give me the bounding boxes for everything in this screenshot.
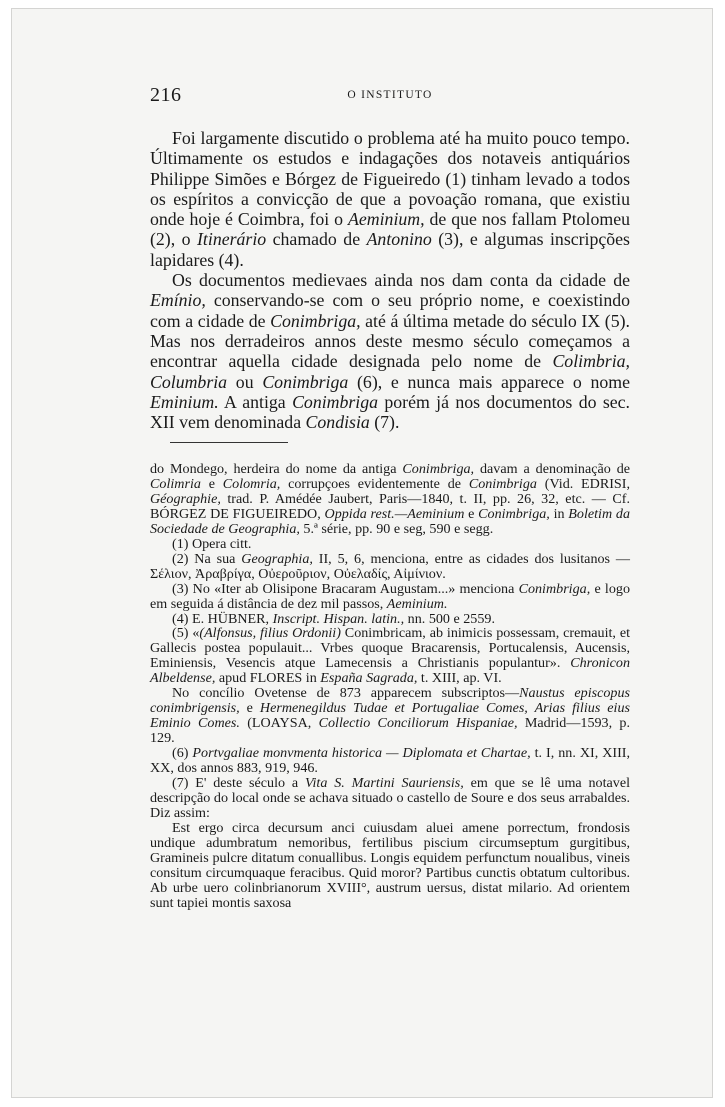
footnote-6: (6) Portvgaliae monvmenta historica — Diplomata et Chartae, t. I, nn. XI, XIII, XX, dos annos 883, 919, 946. — [150, 745, 630, 777]
footnote-divider — [170, 442, 288, 443]
footnote-5: (5) «(Alfonsus, filius Ordonii) Conimbricam, ab inimicis possessam, cremauit, et Gallecis postea populauit... Vrbes quoque Bracarensis, Portucalensis, Aucensis, Eminiensis, Vesencis atque Lamecensis a Christianis populantur». Chronicon Albeldense, apud FLORES in España Sagrada, t. XIII, ap. VI. — [150, 625, 630, 687]
page-number: 216 — [150, 84, 182, 106]
running-title: O INSTITUTO — [347, 89, 433, 101]
footnote-1: (1) Opera citt. — [172, 535, 252, 552]
page-header — [150, 84, 630, 108]
footnotes — [150, 462, 630, 911]
footnote-7-quote: Est ergo circa decursum anci cuiusdam aluei amene porrectum, frondosis undique adumbratum nemoribus, fertilibus piscium circumseptum gurgitibus, Gramineis pulcre ditatum conuallibus. Longis equidem perfunctum noualibus, vineis consitum circumquaque feracibus. Quid moror? Partibus cunctis obtatum cultoribus. Ab urbe uero colinbrianorum XVIII°, austrum uersus, distat milario. Ad orientem sunt tapiei montis saxosa — [150, 819, 630, 911]
paragraph-2: Os documentos medievaes ainda nos dam conta da cidade de Emínio, conservando-se com o seu próprio nome, e coexistindo com a cidade de Conimbriga, até á última metade do século IX (5). Mas nos derradeiros annos deste mesmo século começamos a encontrar aquella cidade designada pelo nome de Colimbria, Columbria ou Conimbriga (6), e nunca mais apparece o nome Eminium. A antiga Conimbriga porém já nos documentos do sec. XII vem denominada Condisia (7). — [150, 270, 630, 433]
footnote-2: (2) Na sua Geographia, II, 5, 6, menciona, entre as cidades dos lusitanos — Σέλιον, Ἀραβρίγα, Οὐεροῦριον, Οὐελαδίς, Αἰμίνιον. — [150, 550, 630, 582]
footnote-continuation: do Mondego, herdeira do nome da antiga Conimbriga, davam a denominação de Colimria e Colomria, corrupçoes evidentemente de Conimbriga (Vid. EDRISI, Géographie, trad. P. Amédée Jaubert, Paris—1840, t. II, pp. 26, 32, etc. — Cf. BÓRGEZ DE FIGUEIREDO, Oppida rest.—Aeminium e Conimbriga, in Boletim da Sociedade de Geographia, 5.ª série, pp. 90 e seg, 590 e segg. — [150, 461, 631, 537]
footnote-7: (7) E' deste século a Vita S. Martini Sauriensis, em que se lê uma notavel descripção do local onde se achava situado o castello de Soure e dos seus arrabaldes. Diz assim: — [150, 775, 630, 821]
footnote-5-continuation: No concílio Ovetense de 873 apparecem subscriptos—Naustus episcopus conimbrigensis, e Hermenegildus Tudae et Portugaliae Comes, Arias filius eius Eminio Comes. (LOAYSA, Collectio Conciliorum Hispaniae, Madrid—1593, p. 129. — [150, 685, 630, 747]
footnote-3: (3) No «Iter ab Olisipone Bracaram Augustam...» menciona Conimbriga, e logo em seguida á distância de dez mil passos, Aeminium. — [150, 580, 630, 612]
main-text — [150, 128, 630, 432]
paragraph-1: Foi largamente discutido o problema até ha muito pouco tempo. Últimamente os estudos e indagações dos notaveis antiquários Philippe Simões e Bórgez de Figueiredo (1) tinham levado a todos os espíritos a convicção de que a povoação romana, que existiu onde hoje é Coimbra, foi o Aeminium, de que nos fallam Ptolomeu (2), o Itinerário chamado de Antonino (3), e algumas inscripções lapidares (4). — [150, 128, 630, 270]
footnote-4: (4) E. HÜBNER, Inscript. Hispan. latin., nn. 500 e 2559. — [172, 610, 495, 627]
